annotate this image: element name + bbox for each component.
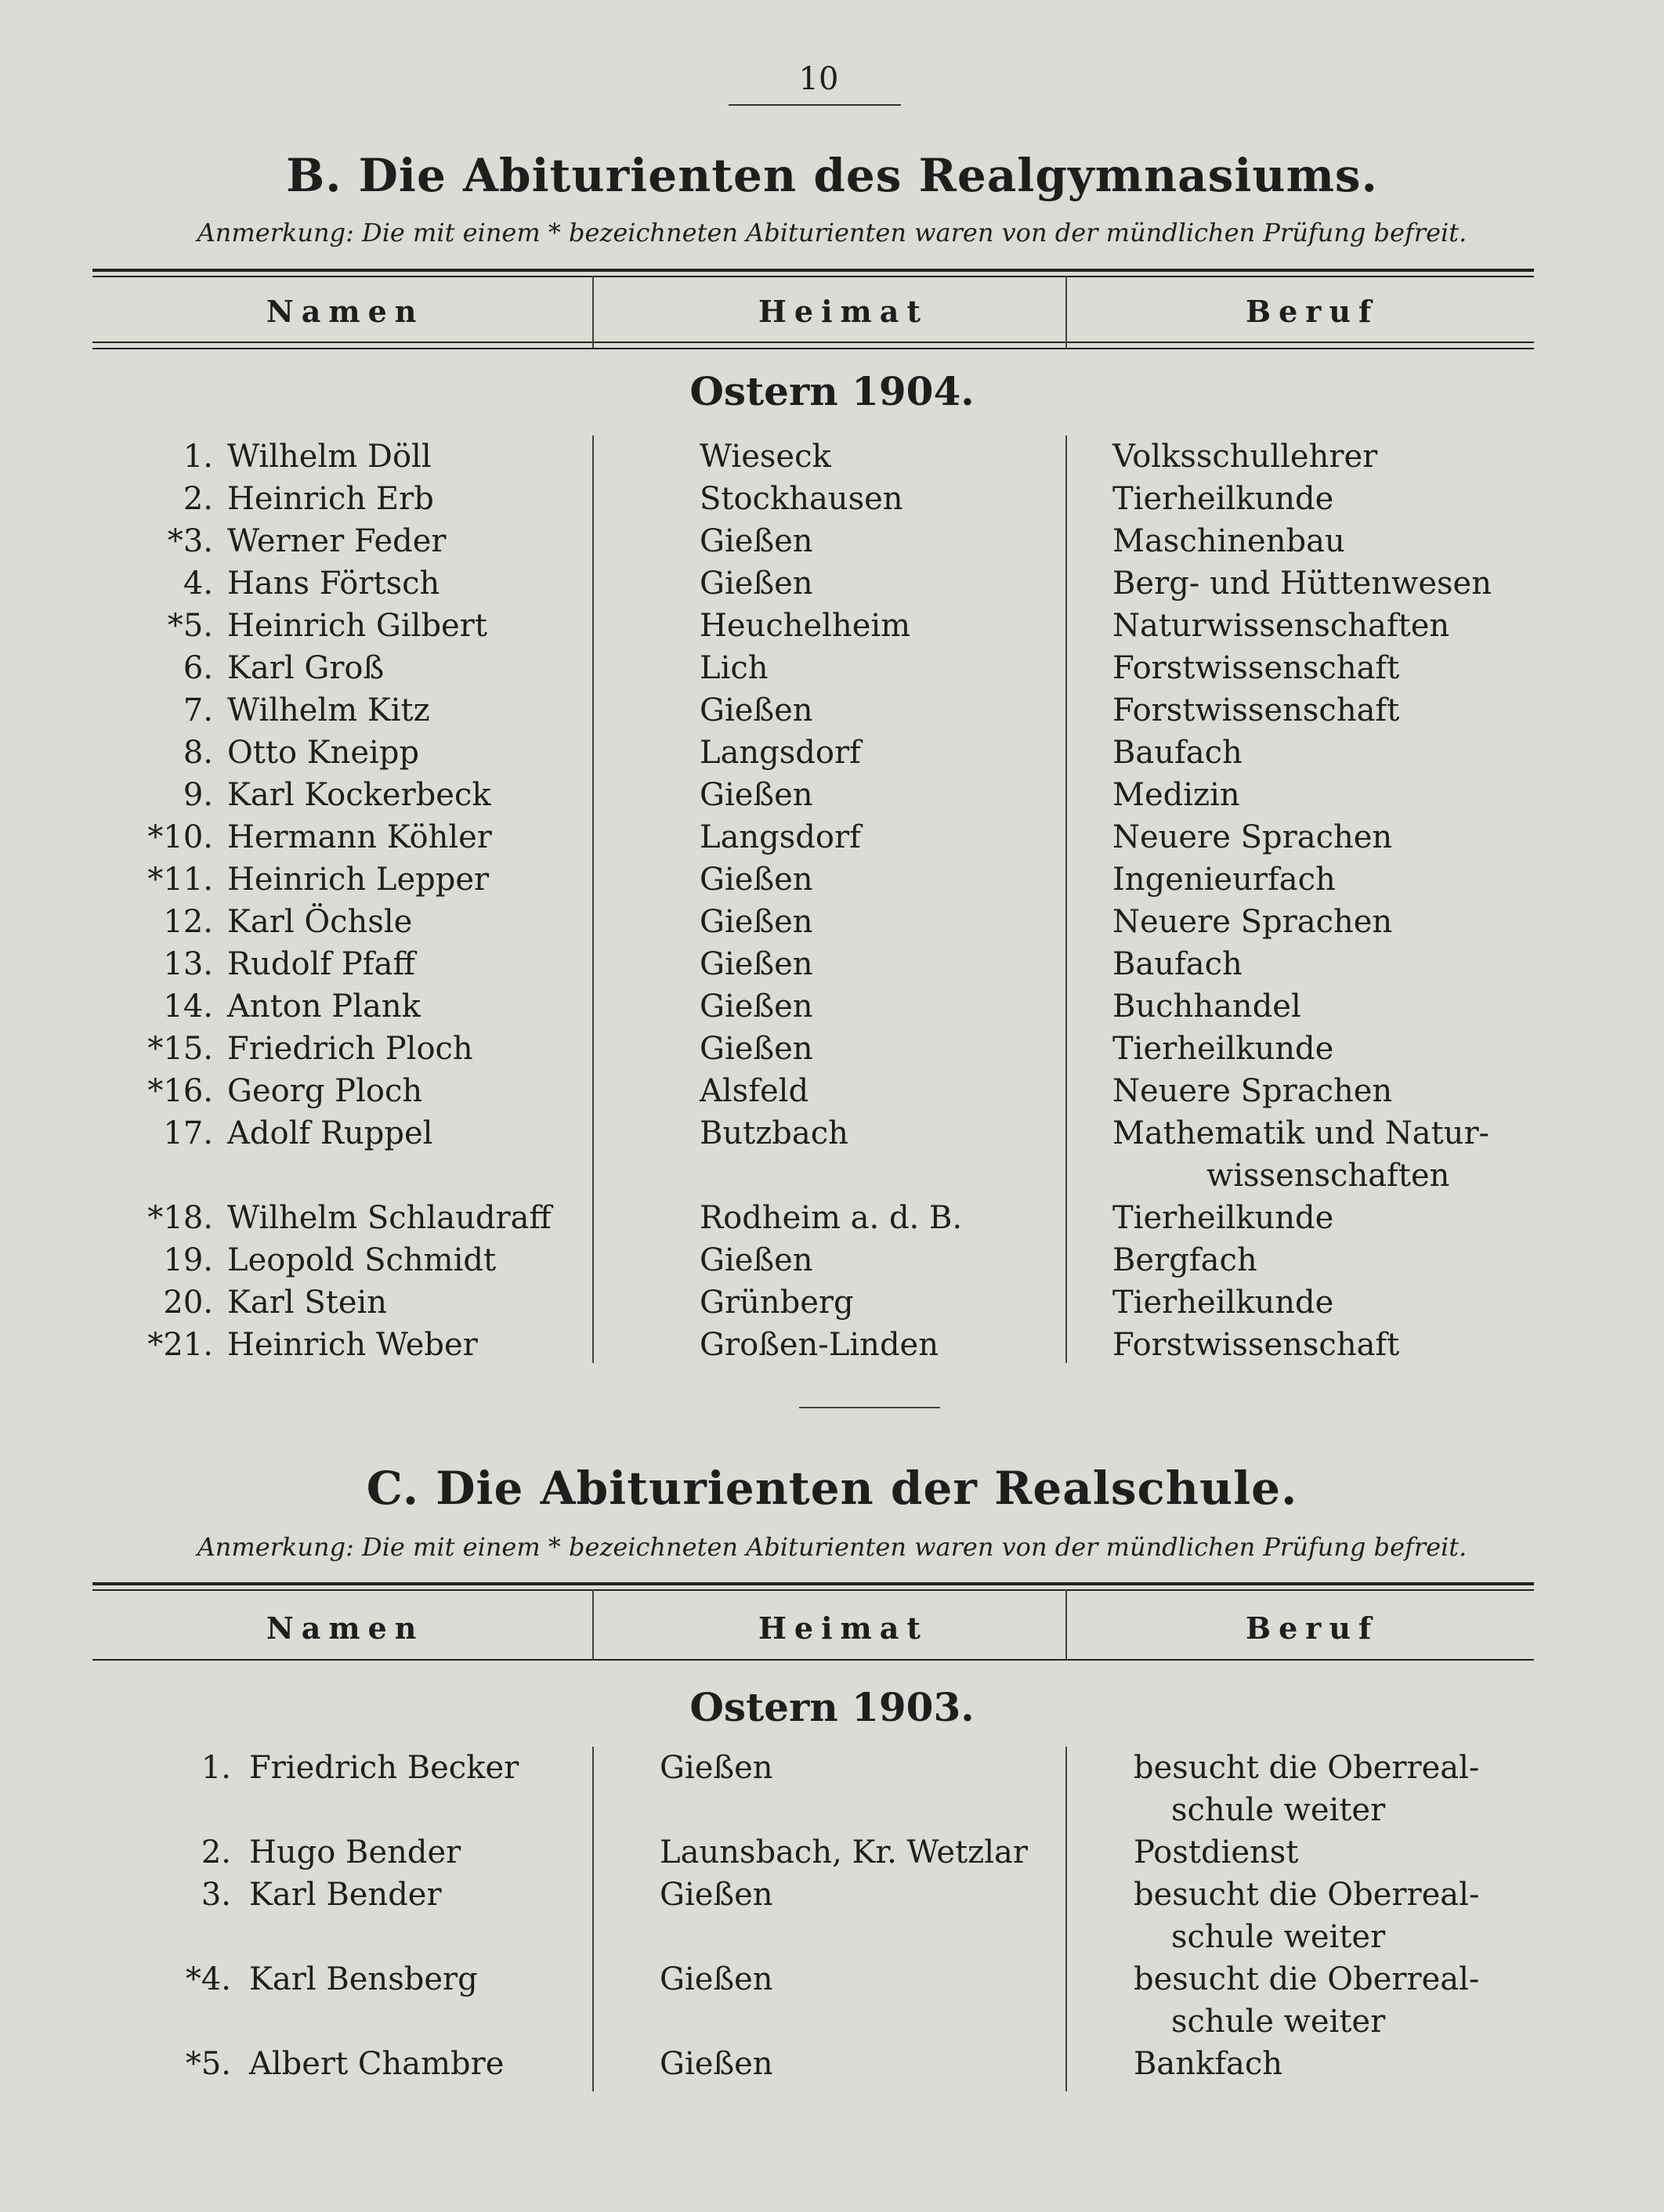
list-item: 3. Karl Bender Gießen besucht die Oberreal- [201,1877,1480,1913]
list-item: 4. Hans Förtsch Gießen Berg- und Hüttenwesen [183,566,1492,602]
section-c-header-rule [92,1659,1534,1661]
section-c-term: Ostern 1903. [689,1684,975,1730]
section-b-title: B. Die Abiturienten des Realgymnasiums. [286,149,1378,202]
list-item: 12. Karl Öchsle Gießen Neuere Sprachen [163,904,1393,940]
list-item-continuation: schule weiter [1171,1792,1386,1828]
list-item: *5. Albert Chambre Gießen Bankfach [185,2046,1283,2082]
list-item: 17. Adolf Ruppel Butzbach Mathematik und Natur- [163,1115,1490,1151]
list-item: 1. Friedrich Becker Gießen besucht die Oberreal- [201,1750,1480,1786]
list-item: 19. Leopold Schmidt Gießen Bergfach [163,1242,1257,1278]
section-b-term: Ostern 1904. [689,368,975,414]
section-c-header-divider-2 [1065,1589,1067,1660]
section-b-top-rule [92,269,1534,272]
list-item: *15. Friedrich Ploch Gießen Tierheilkunde [147,1031,1334,1067]
list-item: *18. Wilhelm Schlaudraff Rodheim a. d. B. Tierheilkunde [147,1200,1334,1236]
list-item: 8. Otto Kneipp Langsdorf Baufach [183,735,1243,771]
section-c-header-name: Namen [266,1610,425,1646]
list-item: 2. Heinrich Erb Stockhausen Tierheilkunde [183,481,1334,517]
section-b-top-rule-thin [92,276,1534,277]
page-number: 10 [798,61,839,97]
list-item: *5. Heinrich Gilbert Heuchelheim Naturwissenschaften [167,608,1450,644]
list-item: *16. Georg Ploch Alsfeld Neuere Sprachen [147,1073,1393,1109]
list-item: 6. Karl Groß Lich Forstwissenschaft [183,650,1400,686]
list-item: 7. Wilhelm Kitz Gießen Forstwissenschaft [183,692,1400,728]
section-b-header-home: Heimat [758,294,928,329]
list-item: *11. Heinrich Lepper Gießen Ingenieurfach [147,862,1336,898]
section-c-header-home: Heimat [758,1610,928,1646]
section-b-header-job: Beruf [1246,294,1380,329]
list-item: *10. Hermann Köhler Langsdorf Neuere Sprachen [147,819,1393,855]
list-item-continuation: schule weiter [1171,2004,1386,2040]
section-b-note: Anmerkung: Die mit einem * bezeichneten Abiturienten waren von der mündlichen Prüfung befreit. [197,218,1467,248]
section-c-top-rule [92,1582,1534,1585]
section-c-header-job: Beruf [1246,1610,1380,1646]
list-item-continuation: schule weiter [1171,1919,1386,1955]
list-item: 1. Wilhelm Döll Wieseck Volksschullehrer [183,439,1378,475]
section-c-title: C. Die Abiturienten der Realschule. [366,1462,1298,1515]
section-b-header-rule-thin [92,348,1534,349]
list-item: 20. Karl Stein Grünberg Tierheilkunde [163,1285,1334,1321]
page-number-rule [729,104,901,106]
section-c-top-rule-thin [92,1589,1534,1591]
section-b-header-rule [92,342,1534,343]
section-c-header-divider-1 [592,1589,594,1660]
list-item-continuation: wissenschaften [1206,1158,1450,1194]
list-item: 13. Rudolf Pfaff Gießen Baufach [163,946,1243,982]
section-c-note: Anmerkung: Die mit einem * bezeichneten Abiturienten waren von der mündlichen Prüfung befreit. [197,1532,1467,1562]
list-item: 2. Hugo Bender Launsbach, Kr. Wetzlar Postdienst [201,1834,1299,1870]
list-item: *21. Heinrich Weber Großen-Linden Forstwissenschaft [147,1327,1400,1363]
section-separator-rule [799,1407,940,1408]
list-item: *4. Karl Bensberg Gießen besucht die Oberreal- [185,1961,1480,1997]
section-b-header-name: Namen [266,294,425,329]
section-b-header-divider-2 [1065,276,1067,348]
list-item: 14. Anton Plank Gießen Buchhandel [163,989,1301,1025]
list-item: 9. Karl Kockerbeck Gießen Medizin [183,777,1240,813]
list-item: *3. Werner Feder Gießen Maschinenbau [167,523,1345,559]
section-b-header-divider-1 [592,276,594,348]
